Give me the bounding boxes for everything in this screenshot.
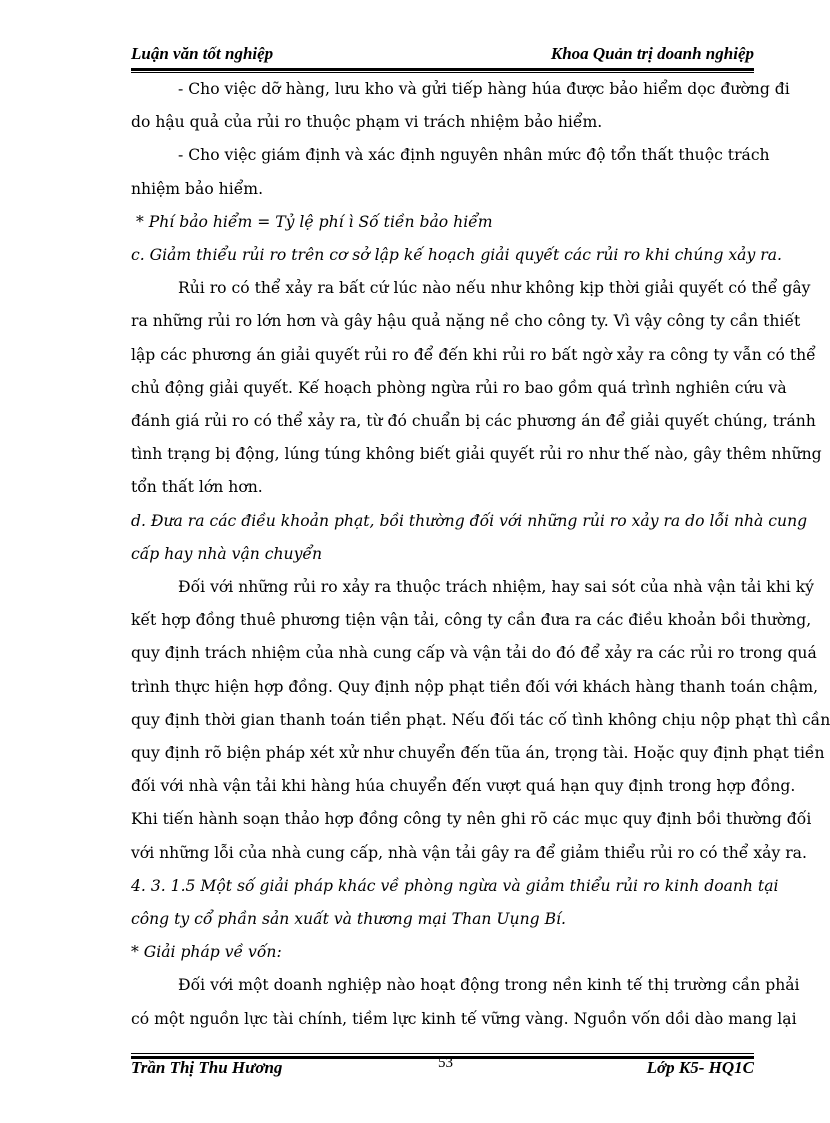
text-line: lập các phương án giải quyết rủi ro để đến khi rủi ro bất ngờ xảy ra công ty vẫn có thể	[131, 345, 816, 364]
text-line: * Giải pháp về vốn:	[131, 943, 282, 962]
page-header	[131, 44, 754, 70]
header-faculty-label: Khoa Quản trị doanh nghiệp	[550, 44, 754, 63]
text-line: tình trạng bị động, lúng túng không biết giải quyết rủi ro như thế nào, gây thêm những	[131, 445, 822, 464]
text-line: với những lỗi của nhà cung cấp, nhà vận tải gây ra để giảm thiểu rủi ro có thể xảy ra.	[131, 843, 807, 862]
header-rule-thick	[131, 68, 754, 71]
text-line: d. Đưa ra các điều khoản phạt, bồi thường đối với những rủi ro xảy ra do lỗi nhà cung	[131, 511, 808, 530]
page-number: 53	[438, 1055, 453, 1071]
page-footer	[131, 1055, 754, 1084]
text-line: - Cho việc giám định và xác định nguyên nhân mức độ tổn thất thuộc trách	[178, 146, 770, 165]
text-line: kết hợp đồng thuê phương tiện vận tải, công ty cần đưa ra các điều khoản bồi thường,	[131, 611, 812, 630]
text-line: Khi tiến hành soạn thảo hợp đồng công ty nên ghi rõ các mục quy định bồi thường đối	[131, 810, 812, 829]
text-line: - Cho việc dỡ hàng, lưu kho và gửi tiếp hàng húa được bảo hiểm dọc đường đi	[178, 80, 790, 98]
text-line: cấp hay nhà vận chuyển	[131, 544, 323, 563]
text-line: Đối với một doanh nghiệp nào hoạt động trong nền kinh tế thị trường cần phải	[178, 976, 800, 995]
text-line: đánh giá rủi ro có thể xảy ra, từ đó chuẩn bị các phương án để giải quyết chúng, tránh	[131, 412, 816, 430]
text-line: do hậu quả của rủi ro thuộc phạm vi trách nhiệm bảo hiểm.	[131, 113, 603, 132]
text-line: trình thực hiện hợp đồng. Quy định nộp phạt tiền đối với khách hàng thanh toán chậm,	[131, 677, 819, 696]
footer-author: Trần Thị Thu Hương	[131, 1058, 283, 1077]
text-line: nhiệm bảo hiểm.	[131, 179, 264, 198]
text-line: công ty cổ phần sản xuất và thương mại Than Uụng Bí.	[131, 910, 566, 928]
footer-class: Lớp K5- HQ1C	[646, 1058, 754, 1077]
text-line: Rủi ro có thể xảy ra bất cứ lúc nào nếu như không kịp thời giải quyết có thể gây	[178, 279, 811, 298]
text-line: Đối với những rủi ro xảy ra thuộc trách nhiệm, hay sai sót của nhà vận tải khi ký	[178, 578, 814, 596]
footer-rule-thin	[131, 1053, 754, 1054]
text-line: quy định trách nhiệm của nhà cung cấp và vận tải do đó để xảy ra các rủi ro trong quá	[131, 644, 817, 663]
text-line: c. Giảm thiểu rủi ro trên cơ sở lập kế hoạch giải quyết các rủi ro khi chúng xảy ra.	[131, 246, 782, 264]
text-line: chủ động giải quyết. Kế hoạch phòng ngừa rủi ro bao gồm quá trình nghiên cứu và	[131, 378, 787, 397]
header-rule-thin	[131, 72, 754, 73]
text-line: đối với nhà vận tải khi hàng húa chuyển đến vượt quá hạn quy định trong hợp đồng.	[131, 777, 796, 796]
text-line: tổn thất lớn hơn.	[131, 478, 263, 497]
text-line: 4. 3. 1.5 Một số giải pháp khác về phòng ngừa và giảm thiểu rủi ro kinh doanh tại	[131, 876, 779, 895]
text-line: quy định thời gian thanh toán tiền phạt. Nếu đối tác cố tình không chịu nộp phạt thì cần	[131, 710, 830, 729]
text-line: quy định rõ biện pháp xét xử như chuyển đến tũa án, trọng tài. Hoặc quy định phạt tiền	[131, 744, 825, 762]
text-line: có một nguồn lực tài chính, tiềm lực kinh tế vững vàng. Nguồn vốn dồi dào mang lại	[131, 1009, 797, 1028]
text-line: ra những rủi ro lớn hơn và gây hậu quả nặng nề cho công ty. Vì vậy công ty cần thiết	[131, 312, 801, 331]
header-thesis-label: Luận văn tốt nghiệp	[131, 44, 274, 63]
text-line: * Phí bảo hiểm = Tỷ lệ phí ì Số tiền bảo hiểm	[136, 212, 493, 231]
